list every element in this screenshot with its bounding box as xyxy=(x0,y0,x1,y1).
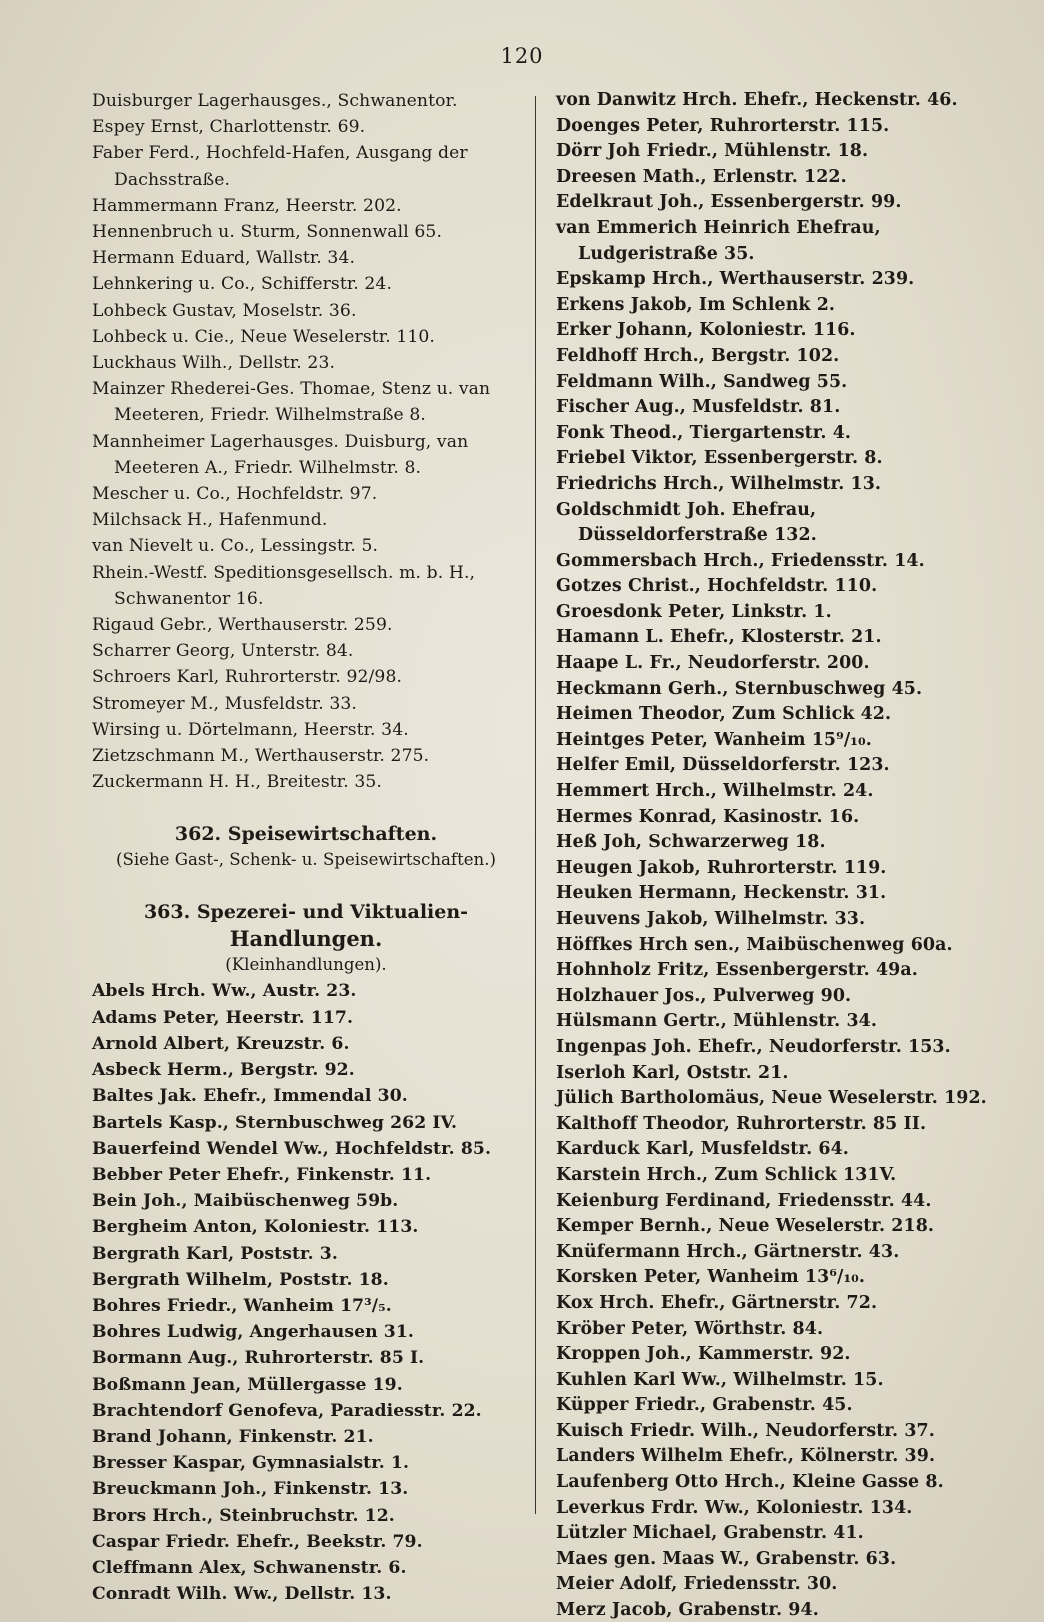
list-item: Espey Ernst, Charlottenstr. 69. xyxy=(92,117,366,138)
list-item: Groesdonk Peter, Linkstr. 1. xyxy=(556,601,832,622)
list-item: Arnold Albert, Kreuzstr. 6. xyxy=(92,1033,350,1054)
list-item: Jülich Bartholomäus, Neue Weselerstr. 192. xyxy=(556,1088,987,1109)
list-item: Hamann L. Ehefr., Klosterstr. 21. xyxy=(556,627,882,648)
list-item: Iserloh Karl, Oststr. 21. xyxy=(556,1062,789,1083)
list-item: Feldmann Wilh., Sandweg 55. xyxy=(556,371,848,392)
section-363-title-line1: 363. Spezerei- und Viktualien- xyxy=(143,901,469,924)
list-item: Heckmann Gerh., Sternbuschweg 45. xyxy=(556,678,923,699)
list-item: Bauerfeind Wendel Ww., Hochfeldstr. 85. xyxy=(92,1138,492,1159)
list-item: Mescher u. Co., Hochfeldstr. 97. xyxy=(92,484,378,505)
list-item: Kuhlen Karl Ww., Wilhelmstr. 15. xyxy=(556,1369,884,1390)
list-item: Bergrath Karl, Poststr. 3. xyxy=(92,1243,338,1264)
list-item: Kox Hrch. Ehefr., Gärtnerstr. 72. xyxy=(556,1292,878,1313)
list-item: von Danwitz Hrch. Ehefr., Heckenstr. 46. xyxy=(556,90,958,110)
list-item: Schroers Karl, Ruhrorterstr. 92/98. xyxy=(92,667,403,688)
entries-right-list xyxy=(556,88,987,1622)
list-item: Keienburg Ferdinand, Friedensstr. 44. xyxy=(556,1190,932,1211)
list-item: Rhein.-Westf. Speditionsgesellsch. m. b. H., Schwanentor 16. xyxy=(92,562,476,609)
list-item: Mannheimer Lagerhausges. Duisburg, van Meeteren A., Friedr. Wilhelmstr. 8. xyxy=(92,431,469,478)
list-item: Conradt Wilh. Ww., Dellstr. 13. xyxy=(92,1584,392,1605)
section-362-title: 362. Speisewirtschaften. xyxy=(174,823,438,846)
list-item: Holzhauer Jos., Pulverweg 90. xyxy=(556,985,852,1006)
list-item: Lohbeck u. Cie., Neue Weselerstr. 110. xyxy=(92,326,435,347)
list-item: Hohnholz Fritz, Essenbergerstr. 49a. xyxy=(556,960,918,981)
list-item: Dörr Joh Friedr., Mühlenstr. 18. xyxy=(556,141,869,162)
list-item: Bohres Ludwig, Angerhausen 31. xyxy=(92,1322,415,1343)
list-item: Milchsack H., Hafenmund. xyxy=(92,510,328,531)
page-number: 120 xyxy=(500,44,544,68)
list-item: Merz Jacob, Grabenstr. 94. xyxy=(556,1600,819,1621)
list-item: Korsken Peter, Wanheim 13⁶/₁₀. xyxy=(556,1267,866,1288)
list-item: Hammermann Franz, Heerstr. 202. xyxy=(92,195,402,216)
list-item: Haape L. Fr., Neudorferstr. 200. xyxy=(556,653,870,674)
list-item: Bebber Peter Ehefr., Finkenstr. 11. xyxy=(92,1164,432,1185)
right-column xyxy=(556,88,987,1622)
list-item: Landers Wilhelm Ehefr., Kölnerstr. 39. xyxy=(556,1446,936,1467)
list-item: Adams Peter, Heerstr. 117. xyxy=(92,1007,354,1028)
list-item: van Emmerich Heinrich Ehefrau, Ludgeristraße 35. xyxy=(556,217,881,264)
section-362-note: (Siehe Gast-, Schenk- u. Speisewirtschaften.) xyxy=(116,850,496,870)
list-item: Kröber Peter, Wörthstr. 84. xyxy=(556,1318,824,1339)
list-item: Bohres Friedr., Wanheim 17³/₅. xyxy=(92,1295,392,1316)
section-363-title-line2: Handlungen. xyxy=(229,926,383,952)
list-item: Brachtendorf Genofeva, Paradiesstr. 22. xyxy=(92,1400,482,1421)
list-item: Bergrath Wilhelm, Poststr. 18. xyxy=(92,1269,389,1290)
list-item: Heintges Peter, Wanheim 15⁹/₁₀. xyxy=(556,729,872,750)
list-item: Bein Joh., Maibüschenweg 59b. xyxy=(92,1191,399,1212)
list-item: Boßmann Jean, Müllergasse 19. xyxy=(92,1374,403,1395)
list-item: Rigaud Gebr., Werthauserstr. 259. xyxy=(92,615,393,636)
list-item: Bormann Aug., Ruhrorterstr. 85 I. xyxy=(92,1348,425,1369)
list-item: Stromeyer M., Musfeldstr. 33. xyxy=(92,693,357,714)
left-column xyxy=(92,88,520,1607)
list-item: Doenges Peter, Ruhrorterstr. 115. xyxy=(556,115,890,136)
list-item: Karduck Karl, Musfeldstr. 64. xyxy=(556,1139,849,1160)
list-item: Ingenpas Joh. Ehefr., Neudorferstr. 153. xyxy=(556,1036,951,1057)
list-item: Lützler Michael, Grabenstr. 41. xyxy=(556,1523,864,1544)
list-item: Bartels Kasp., Sternbuschweg 262 IV. xyxy=(92,1112,458,1133)
list-item: Wirsing u. Dörtelmann, Heerstr. 34. xyxy=(92,719,409,740)
list-item: Hülsmann Gertr., Mühlenstr. 34. xyxy=(556,1011,878,1032)
list-item: Höffkes Hrch sen., Maibüschenweg 60a. xyxy=(556,934,953,955)
list-item: Dreesen Math., Erlenstr. 122. xyxy=(556,166,847,187)
list-item: Kroppen Joh., Kammerstr. 92. xyxy=(556,1344,851,1365)
list-item: Bresser Kaspar, Gymnasialstr. 1. xyxy=(92,1453,410,1474)
list-item: van Nievelt u. Co., Lessingstr. 5. xyxy=(92,536,379,557)
list-item: Friedrichs Hrch., Wilhelmstr. 13. xyxy=(556,473,882,494)
list-item: Heimen Theodor, Zum Schlick 42. xyxy=(556,704,892,725)
list-item: Friebel Viktor, Essenbergerstr. 8. xyxy=(556,448,883,469)
list-item: Helfer Emil, Düsseldorferstr. 123. xyxy=(556,755,890,776)
list-item: Erker Johann, Koloniestr. 116. xyxy=(556,320,856,341)
list-item: Kemper Bernh., Neue Weselerstr. 218. xyxy=(556,1216,935,1237)
column-divider xyxy=(535,96,536,1514)
section-363-subtitle: (Kleinhandlungen). xyxy=(225,955,387,975)
list-item: Epskamp Hrch., Werthauserstr. 239. xyxy=(556,269,915,290)
list-item: Brand Johann, Finkenstr. 21. xyxy=(92,1426,374,1447)
list-item: Mainzer Rhederei-Ges. Thomae, Stenz u. van Meeteren, Friedr. Wilhelmstraße 8. xyxy=(92,379,491,426)
list-item: Gotzes Christ., Hochfeldstr. 110. xyxy=(556,576,878,597)
list-item: Hermann Eduard, Wallstr. 34. xyxy=(92,248,356,269)
list-item: Fischer Aug., Musfeldstr. 81. xyxy=(556,397,841,418)
list-item: Heugen Jakob, Ruhrorterstr. 119. xyxy=(556,857,887,878)
list-item: Zietzschmann M., Werthauserstr. 275. xyxy=(92,746,430,767)
list-item: Bergheim Anton, Koloniestr. 113. xyxy=(92,1217,419,1238)
list-item: Knüfermann Hrch., Gärtnerstr. 43. xyxy=(556,1241,900,1262)
list-item: Breuckmann Joh., Finkenstr. 13. xyxy=(92,1479,409,1500)
list-item: Heß Joh, Schwarzerweg 18. xyxy=(556,832,826,853)
list-item: Gommersbach Hrch., Friedensstr. 14. xyxy=(556,550,925,571)
list-item: Hemmert Hrch., Wilhelmstr. 24. xyxy=(556,781,874,802)
list-item: Cleffmann Alex, Schwanenstr. 6. xyxy=(92,1557,407,1578)
list-item: Abels Hrch. Ww., Austr. 23. xyxy=(92,981,357,1002)
list-item: Edelkraut Joh., Essenbergerstr. 99. xyxy=(556,192,902,213)
list-item: Maes gen. Maas W., Grabenstr. 63. xyxy=(556,1548,897,1569)
list-item: Meier Adolf, Friedensstr. 30. xyxy=(556,1574,838,1595)
list-item: Karstein Hrch., Zum Schlick 131V. xyxy=(556,1164,897,1185)
list-item: Fonk Theod., Tiergartenstr. 4. xyxy=(556,422,852,443)
list-item: Feldhoff Hrch., Bergstr. 102. xyxy=(556,345,840,366)
list-item: Scharrer Georg, Unterstr. 84. xyxy=(92,641,354,662)
list-item: Küpper Friedr., Grabenstr. 45. xyxy=(556,1395,853,1416)
list-item: Kalthoff Theodor, Ruhrorterstr. 85 II. xyxy=(556,1113,927,1134)
list-item: Lohbeck Gustav, Moselstr. 36. xyxy=(92,300,357,321)
list-item: Kuisch Friedr. Wilh., Neudorferstr. 37. xyxy=(556,1420,935,1441)
list-item: Zuckermann H. H., Breitestr. 35. xyxy=(92,772,382,793)
list-item: Hennenbruch u. Sturm, Sonnenwall 65. xyxy=(92,222,443,243)
list-item: Erkens Jakob, Im Schlenk 2. xyxy=(556,294,836,315)
list-item: Goldschmidt Joh. Ehefrau, Düsseldorferstraße 132. xyxy=(556,499,817,546)
entries-top-list xyxy=(92,88,520,795)
list-item: Laufenberg Otto Hrch., Kleine Gasse 8. xyxy=(556,1472,944,1493)
list-item: Duisburger Lagerhausges., Schwanentor. xyxy=(92,91,458,111)
list-item: Caspar Friedr. Ehefr., Beekstr. 79. xyxy=(92,1531,423,1552)
list-item: Heuvens Jakob, Wilhelmstr. 33. xyxy=(556,909,866,929)
list-item: Lehnkering u. Co., Schifferstr. 24. xyxy=(92,274,393,295)
list-item: Faber Ferd., Hochfeld-Hafen, Ausgang der Dachsstraße. xyxy=(92,143,468,190)
list-item: Baltes Jak. Ehefr., Immendal 30. xyxy=(92,1086,408,1107)
list-item: Luckhaus Wilh., Dellstr. 23. xyxy=(92,353,336,374)
list-item: Leverkus Frdr. Ww., Koloniestr. 134. xyxy=(556,1497,913,1518)
list-item: Brors Hrch., Steinbruchstr. 12. xyxy=(92,1505,395,1526)
list-item: Hermes Konrad, Kasinostr. 16. xyxy=(556,806,860,827)
entries-363-list xyxy=(92,978,520,1607)
list-item: Heuken Hermann, Heckenstr. 31. xyxy=(556,883,887,904)
list-item: Asbeck Herm., Bergstr. 92. xyxy=(92,1060,355,1081)
